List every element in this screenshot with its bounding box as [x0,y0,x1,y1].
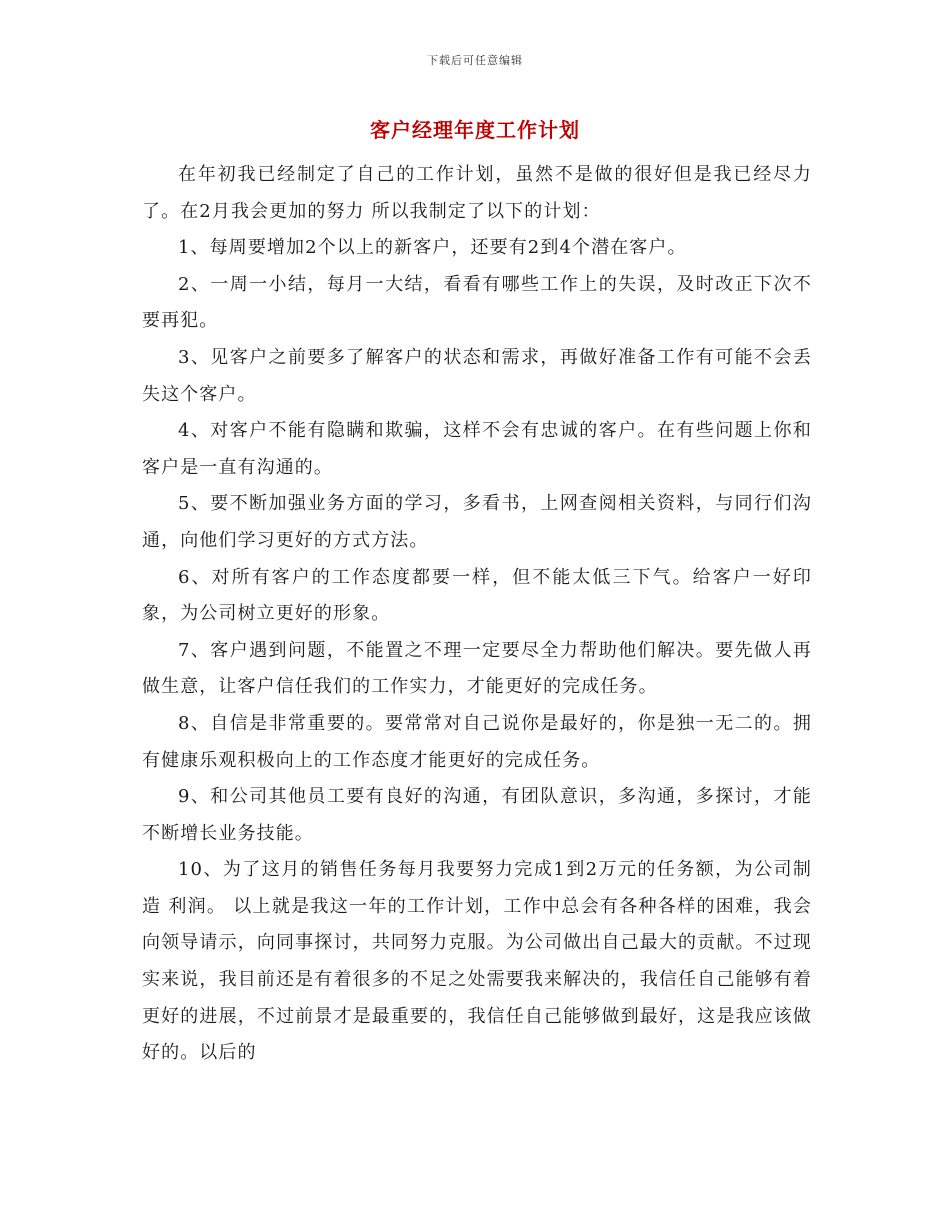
plan-item-5: 5、要不断加强业务方面的学习，多看书，上网查阅相关资料，与同行们沟通，向他们学习更好的方式方法。 [142,493,812,551]
intro-paragraph: 在年初我已经制定了自己的工作计划，虽然不是做的很好但是我已经尽力了。在2月我会更加的努力 所以我制定了以下的计划： [142,164,812,222]
plan-item-7: 7、客户遇到问题，不能置之不理一定要尽全力帮助他们解决。要先做人再做生意，让客户信任我们的工作实力，才能更好的完成任务。 [142,639,812,698]
header-note: 下载后可任意编辑 [427,54,523,67]
plan-item-10: 10、为了这月的销售任务每月我要努力完成1到2万元的任务额，为公司制造 利润。 以上就是我这一年的工作计划，工作中总会有各种各样的困难，我会向领导请示，向同事探讨，共同努力克服。为公司做出自己最大的贡献。不过现实来说，我目前还是有着很多的不足之处需要我来解决的，我信任自己能够有着更好的进展，不过前景才是最重要的，我信任自己能够做到最好，这是我应该做好的。以后的 [142,859,812,1064]
plan-item-9: 9、和公司其他员工要有良好的沟通，有团队意识，多沟通，多探讨，才能不断增长业务技能。 [142,786,812,844]
plan-item-1: 1、每周要增加2个以上的新客户，还要有2到4个潜在客户。 [178,237,687,259]
plan-item-8: 8、自信是非常重要的。要常常对自己说你是最好的，你是独一无二的。拥有健康乐观积极向上的工作态度才能更好的完成任务。 [142,712,812,771]
plan-item-2: 2、一周一小结，每月一大结，看看有哪些工作上的失误，及时改正下次不要再犯。 [142,273,812,332]
plan-item-6: 6、对所有客户的工作态度都要一样，但不能太低三下气。给客户一好印象，为公司树立更好的形象。 [142,566,812,625]
document-title: 客户经理年度工作计划 [370,118,580,142]
document-body [142,157,812,1072]
plan-item-4: 4、对客户不能有隐瞒和欺骗，这样不会有忠诚的客户。在有些问题上你和客户是一直有沟通的。 [142,420,812,478]
plan-item-3: 3、见客户之前要多了解客户的状态和需求，再做好准备工作有可能不会丢失这个客户。 [142,346,812,405]
